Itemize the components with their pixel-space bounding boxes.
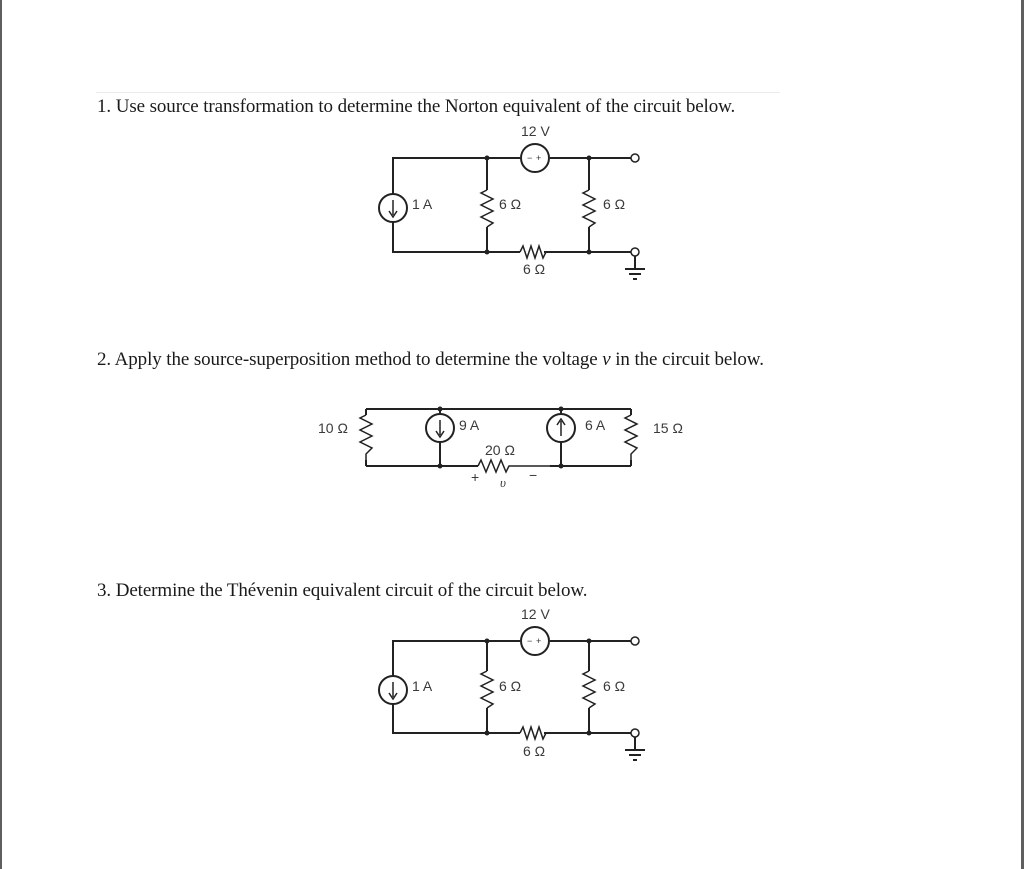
question-3: 3. Determine the Thévenin equivalent circuit of the circuit below.: [97, 580, 588, 601]
resistor-10-ohm-label: 10 Ω: [318, 420, 348, 436]
ground-symbol: [625, 737, 645, 760]
svg-text:−: −: [527, 153, 533, 163]
question-2: 2. Apply the source-superposition method to determine the voltage v in the circuit below.: [97, 349, 764, 370]
resistor-bottom: [520, 727, 546, 739]
resistor-left-label: 6 Ω: [499, 678, 522, 694]
question-1: 1. Use source transformation to determine the Norton equivalent of the circuit below.: [97, 96, 736, 117]
svg-text:+: +: [536, 636, 542, 646]
current-source-label: 1 A: [412, 678, 433, 694]
current-source-9a-label: 9 A: [459, 417, 480, 433]
resistor-left-label: 6 Ω: [499, 196, 522, 212]
terminal-b: [631, 729, 639, 737]
resistor-right-label: 6 Ω: [603, 196, 626, 212]
terminal-a: [631, 637, 639, 645]
current-source-label: 1 A: [412, 196, 433, 212]
resistor-right-label: 6 Ω: [603, 678, 626, 694]
variable-v: v: [602, 349, 611, 370]
voltage-variable-v: υ: [500, 475, 506, 490]
resistor-15-ohm-label: 15 Ω: [653, 420, 683, 436]
current-source-symbol: [379, 676, 407, 704]
resistor-bottom-label: 6 Ω: [523, 743, 546, 759]
current-source-6a-label: 6 A: [585, 417, 606, 433]
resistor-left: [481, 671, 493, 708]
svg-text:+: +: [536, 153, 542, 163]
voltage-minus-sign: −: [529, 467, 538, 483]
resistor-20-ohm-label: 20 Ω: [485, 442, 515, 458]
voltage-source-symbol: [521, 627, 549, 655]
resistor-bottom-label: 6 Ω: [523, 261, 546, 277]
resistor-right: [583, 671, 595, 708]
voltage-plus-sign: +: [471, 469, 480, 485]
voltage-source-label: 12 V: [521, 606, 550, 622]
svg-text:−: −: [527, 636, 533, 646]
voltage-source-label: 12 V: [521, 123, 550, 139]
